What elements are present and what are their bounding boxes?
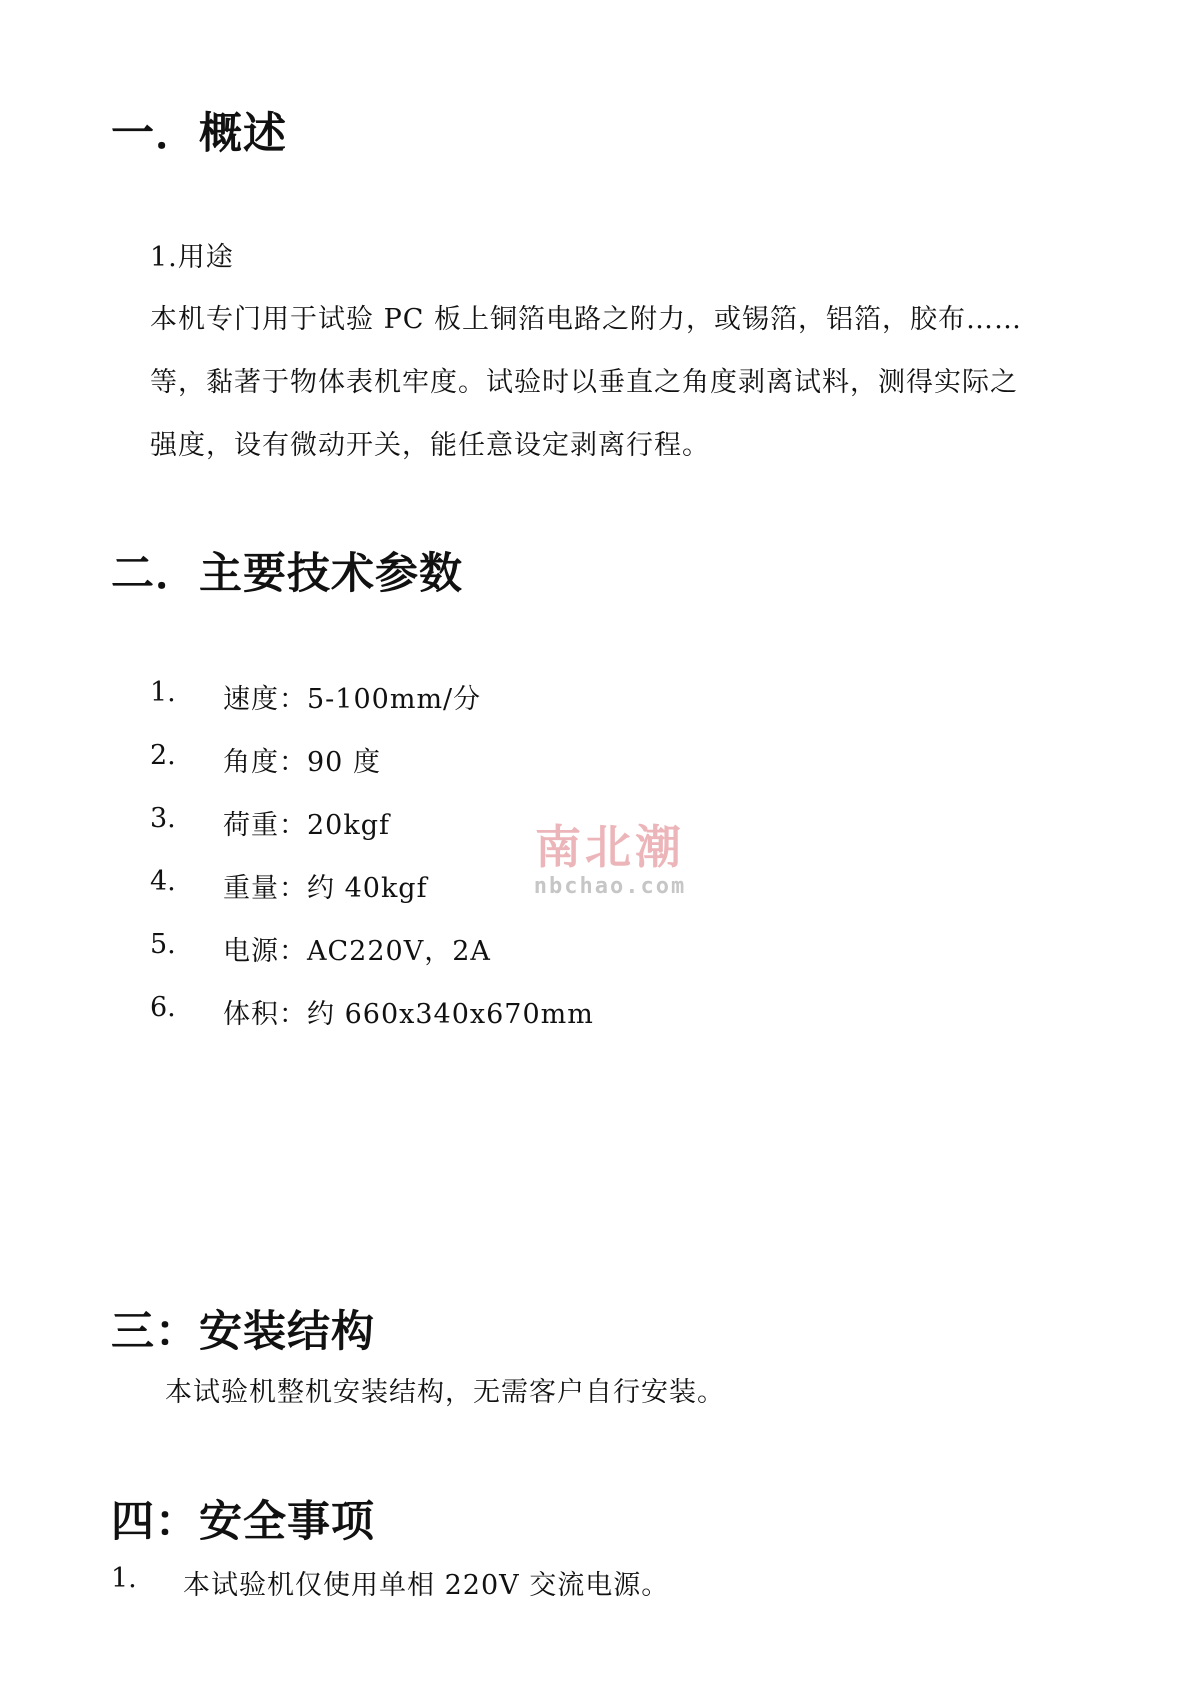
spec-item-number: 4. (150, 866, 176, 897)
spec-item-number: 1. (150, 677, 176, 708)
section-3-paragraph: 本试验机整机安装结构，无需客户自行安装。 (165, 1377, 725, 1408)
section-1-paragraph-line-3: 强度，设有微动开关，能任意设定剥离行程。 (150, 430, 710, 461)
spec-item-text: 速度：5-100mm/分 (223, 684, 482, 715)
spec-item-number: 2. (150, 740, 176, 771)
section-1-heading: 一．概述 (111, 109, 287, 159)
svg-text:南北潮: 南北潮 (535, 820, 685, 874)
spec-item-number: 3. (150, 803, 176, 834)
spec-item-text: 电源：AC220V，2A (223, 936, 491, 967)
safety-item-text: 本试验机仅使用单相 220V 交流电源。 (183, 1570, 670, 1601)
section-2-heading: 二．主要技术参数 (111, 549, 463, 599)
spec-item-text: 荷重：20kgf (223, 810, 390, 841)
section-3-heading: 三：安装结构 (111, 1307, 375, 1357)
section-1-subheading: 1.用途 (150, 242, 234, 273)
section-4-heading: 四：安全事项 (111, 1497, 375, 1547)
spec-item-text: 角度：90 度 (223, 747, 381, 778)
spec-item-text: 体积：约 660x340x670mm (223, 999, 594, 1030)
spec-item-number: 5. (150, 929, 176, 960)
section-1-paragraph-line-2: 等，黏著于物体表机牢度。试验时以垂直之角度剥离试料，测得实际之 (150, 367, 1018, 398)
safety-item-number: 1. (111, 1563, 137, 1594)
spec-item-number: 6. (150, 992, 176, 1023)
section-1-paragraph-line-1: 本机专门用于试验 PC 板上铜箔电路之附力，或锡箔，铝箔，胶布…… (150, 304, 1022, 335)
svg-text:nbchao.com: nbchao.com (533, 874, 687, 899)
watermark-logo (520, 815, 700, 905)
spec-item-text: 重量：约 40kgf (223, 873, 428, 904)
